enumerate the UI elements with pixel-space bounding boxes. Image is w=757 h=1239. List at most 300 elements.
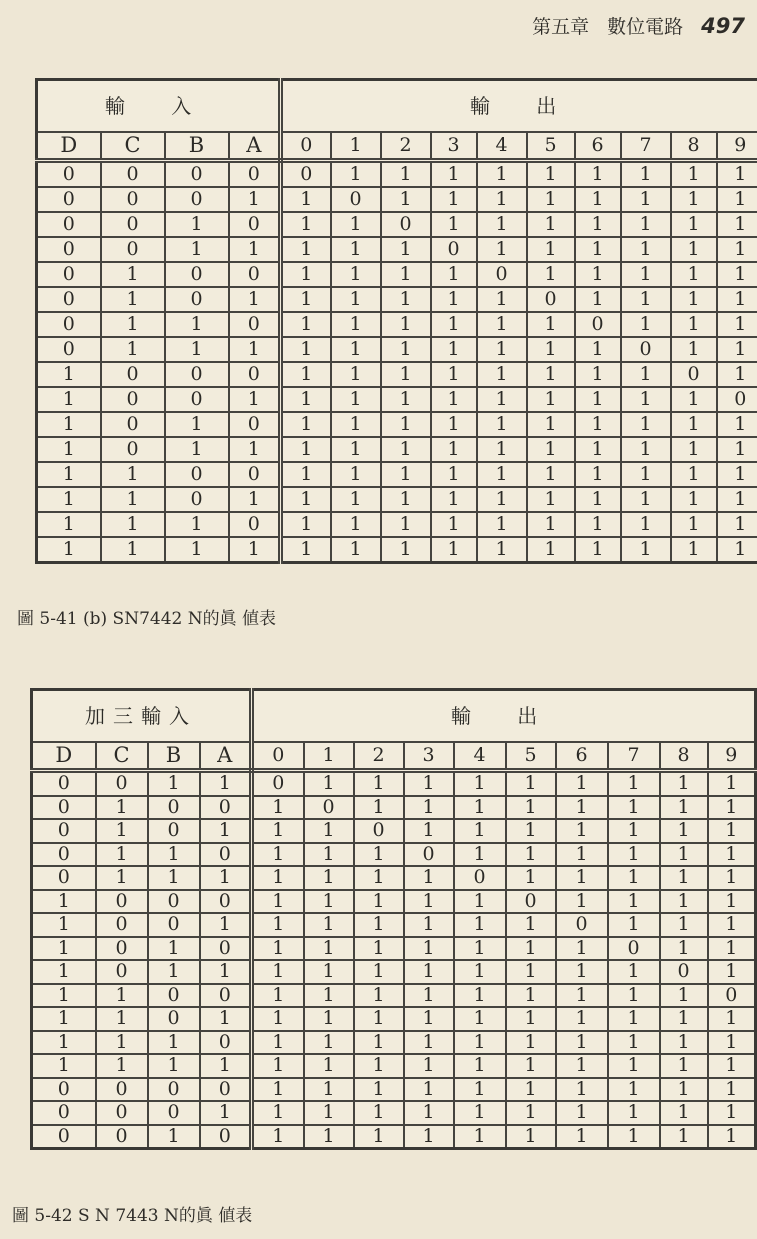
table-row (37, 337, 757, 362)
output-cell: 1 (556, 937, 608, 961)
input-cell: 0 (37, 287, 101, 312)
output-cell: 1 (506, 1031, 556, 1055)
output-cell: 1 (304, 843, 354, 867)
input-cell: 0 (200, 890, 252, 914)
output-cell: 1 (608, 819, 660, 843)
output-cell: 1 (608, 843, 660, 867)
output-cell: 1 (354, 960, 404, 984)
output-cell: 0 (354, 819, 404, 843)
input-cell: 1 (37, 437, 101, 462)
output-cell: 1 (575, 161, 621, 188)
output-cell: 1 (575, 462, 621, 487)
input-cell: 1 (101, 287, 165, 312)
output-cell: 1 (556, 796, 608, 820)
output-col-header-6: 6 (556, 742, 608, 771)
output-cell: 1 (660, 1101, 708, 1125)
output-cell: 1 (252, 1101, 304, 1125)
output-cell: 1 (477, 512, 527, 537)
output-cell: 1 (381, 237, 431, 262)
output-cell: 1 (671, 312, 717, 337)
output-col-header-9: 9 (708, 742, 756, 771)
output-cell: 0 (527, 287, 575, 312)
input-cell: 0 (229, 412, 281, 437)
input-cell: 0 (32, 1125, 96, 1149)
output-cell: 1 (556, 1078, 608, 1102)
output-cell: 1 (281, 512, 331, 537)
output-cell: 1 (252, 1031, 304, 1055)
input-cell: 1 (32, 890, 96, 914)
input-cell: 1 (101, 487, 165, 512)
output-cell: 1 (381, 387, 431, 412)
output-cell: 1 (717, 362, 757, 387)
input-cell: 1 (165, 237, 229, 262)
output-cell: 1 (556, 984, 608, 1008)
output-cell: 1 (431, 462, 477, 487)
table-row (37, 287, 757, 312)
output-cell: 1 (621, 412, 671, 437)
output-cell: 1 (717, 512, 757, 537)
output-cell: 1 (575, 187, 621, 212)
output-cell: 1 (506, 1125, 556, 1149)
output-cell: 1 (454, 1078, 506, 1102)
input-cell: 1 (101, 312, 165, 337)
input-cell: 1 (37, 487, 101, 512)
output-cell: 1 (404, 960, 454, 984)
output-cell: 1 (304, 1031, 354, 1055)
output-cell: 1 (660, 771, 708, 796)
page-number: 497 (701, 14, 745, 38)
table-row (37, 387, 757, 412)
input-cell: 1 (101, 537, 165, 563)
input-cell: 1 (148, 937, 200, 961)
output-cell: 0 (660, 960, 708, 984)
table-row (37, 362, 757, 387)
input-cell: 1 (96, 796, 148, 820)
output-cell: 1 (717, 487, 757, 512)
output-cell: 1 (404, 1101, 454, 1125)
input-cell: 1 (32, 1007, 96, 1031)
output-cell: 1 (431, 337, 477, 362)
output-cell: 1 (527, 187, 575, 212)
output-cell: 1 (381, 462, 431, 487)
output-cell: 1 (477, 287, 527, 312)
output-cell: 1 (252, 1007, 304, 1031)
output-cell: 1 (354, 937, 404, 961)
input-cell: 1 (229, 437, 281, 462)
output-cell: 1 (454, 984, 506, 1008)
output-cell: 1 (331, 437, 381, 462)
output-cell: 1 (527, 412, 575, 437)
output-group-header: 輸 出 (281, 80, 757, 133)
input-cell: 1 (148, 960, 200, 984)
output-cell: 1 (381, 362, 431, 387)
output-cell: 1 (331, 262, 381, 287)
output-cell: 1 (454, 1031, 506, 1055)
input-cell: 1 (229, 537, 281, 563)
output-cell: 1 (527, 237, 575, 262)
input-col-header-c: C (101, 132, 165, 161)
table-row (32, 984, 756, 1008)
output-cell: 1 (621, 287, 671, 312)
input-cell: 1 (165, 412, 229, 437)
input-cell: 0 (165, 161, 229, 188)
table-row (32, 937, 756, 961)
output-cell: 1 (556, 1007, 608, 1031)
output-cell: 1 (671, 412, 717, 437)
output-cell: 1 (331, 512, 381, 537)
output-cell: 1 (331, 387, 381, 412)
output-cell: 1 (708, 1054, 756, 1078)
input-cell: 1 (229, 237, 281, 262)
output-cell: 1 (621, 262, 671, 287)
output-col-header-6: 6 (575, 132, 621, 161)
table-row (32, 1125, 756, 1149)
input-cell: 0 (148, 913, 200, 937)
input-cell: 0 (96, 1101, 148, 1125)
output-cell: 1 (404, 1031, 454, 1055)
output-cell: 1 (281, 437, 331, 462)
output-cell: 1 (708, 866, 756, 890)
output-cell: 1 (431, 187, 477, 212)
table-row (32, 1101, 756, 1125)
input-cell: 1 (200, 1054, 252, 1078)
table-row (37, 512, 757, 537)
output-cell: 1 (281, 537, 331, 563)
output-cell: 1 (717, 337, 757, 362)
output-col-header-7: 7 (608, 742, 660, 771)
output-cell: 1 (708, 1007, 756, 1031)
output-cell: 1 (304, 1054, 354, 1078)
input-cell: 0 (165, 262, 229, 287)
output-cell: 1 (506, 1101, 556, 1125)
output-cell: 1 (506, 984, 556, 1008)
output-cell: 1 (506, 771, 556, 796)
output-cell: 1 (608, 771, 660, 796)
table-row (37, 462, 757, 487)
section-title: 數位電路 (607, 16, 684, 38)
table-row (37, 437, 757, 462)
output-cell: 1 (252, 984, 304, 1008)
output-cell: 1 (671, 237, 717, 262)
output-col-header-7: 7 (621, 132, 671, 161)
table-row (32, 771, 756, 796)
output-cell: 1 (454, 1101, 506, 1125)
output-cell: 1 (608, 796, 660, 820)
output-cell: 1 (717, 262, 757, 287)
input-cell: 0 (148, 1078, 200, 1102)
output-cell: 1 (621, 312, 671, 337)
output-cell: 1 (717, 212, 757, 237)
output-cell: 1 (575, 387, 621, 412)
input-cell: 0 (37, 337, 101, 362)
output-cell: 1 (708, 1031, 756, 1055)
output-col-header-4: 4 (454, 742, 506, 771)
output-col-header-9: 9 (717, 132, 757, 161)
output-cell: 1 (381, 287, 431, 312)
output-cell: 1 (621, 161, 671, 188)
output-cell: 0 (708, 984, 756, 1008)
output-cell: 0 (331, 187, 381, 212)
output-cell: 1 (477, 487, 527, 512)
input-cell: 0 (165, 287, 229, 312)
output-cell: 1 (381, 337, 431, 362)
output-cell: 1 (404, 1007, 454, 1031)
output-cell: 1 (304, 866, 354, 890)
output-cell: 1 (671, 462, 717, 487)
table-row (37, 187, 757, 212)
output-cell: 1 (281, 337, 331, 362)
output-cell: 1 (454, 1054, 506, 1078)
output-cell: 1 (506, 937, 556, 961)
output-cell: 1 (331, 537, 381, 563)
output-cell: 1 (708, 937, 756, 961)
output-cell: 1 (708, 1125, 756, 1149)
output-cell: 1 (671, 512, 717, 537)
output-col-header-5: 5 (527, 132, 575, 161)
sn7443-truth-table (30, 688, 757, 1150)
output-cell: 1 (354, 1101, 404, 1125)
input-cell: 1 (37, 512, 101, 537)
output-cell: 1 (608, 1007, 660, 1031)
output-cell: 1 (556, 890, 608, 914)
input-cell: 0 (101, 362, 165, 387)
input-cell: 0 (148, 796, 200, 820)
output-cell: 1 (404, 937, 454, 961)
output-cell: 1 (527, 537, 575, 563)
input-cell: 1 (200, 913, 252, 937)
output-cell: 1 (717, 161, 757, 188)
input-cell: 1 (37, 387, 101, 412)
output-cell: 1 (477, 412, 527, 437)
output-cell: 1 (621, 387, 671, 412)
output-cell: 1 (431, 262, 477, 287)
output-cell: 1 (575, 212, 621, 237)
output-cell: 1 (708, 1101, 756, 1125)
output-cell: 1 (252, 796, 304, 820)
output-cell: 1 (556, 819, 608, 843)
output-cell: 1 (506, 1007, 556, 1031)
input-cell: 1 (101, 262, 165, 287)
input-cell: 1 (229, 387, 281, 412)
input-cell: 1 (200, 771, 252, 796)
output-cell: 1 (575, 237, 621, 262)
output-cell: 1 (608, 1101, 660, 1125)
table-row (32, 866, 756, 890)
output-cell: 1 (660, 796, 708, 820)
output-cell: 1 (660, 1007, 708, 1031)
table-row (32, 1078, 756, 1102)
output-cell: 1 (556, 1125, 608, 1149)
output-cell: 1 (281, 362, 331, 387)
table-row (37, 312, 757, 337)
output-cell: 1 (556, 1101, 608, 1125)
input-cell: 0 (200, 1078, 252, 1102)
output-cell: 1 (304, 960, 354, 984)
output-cell: 0 (477, 262, 527, 287)
output-col-header-0: 0 (281, 132, 331, 161)
output-cell: 1 (527, 512, 575, 537)
output-cell: 1 (527, 487, 575, 512)
input-cell: 0 (165, 362, 229, 387)
output-cell: 1 (506, 1054, 556, 1078)
table-row (32, 796, 756, 820)
output-cell: 1 (556, 1054, 608, 1078)
input-cell: 1 (96, 1031, 148, 1055)
input-cell: 1 (37, 362, 101, 387)
input-cell: 0 (101, 161, 165, 188)
table-row (37, 212, 757, 237)
output-cell: 1 (660, 843, 708, 867)
table-body (32, 771, 756, 1149)
table-row (32, 843, 756, 867)
output-col-header-2: 2 (354, 742, 404, 771)
output-cell: 1 (354, 843, 404, 867)
output-cell: 1 (431, 537, 477, 563)
input-cell: 0 (165, 487, 229, 512)
output-cell: 1 (304, 1078, 354, 1102)
output-cell: 1 (454, 819, 506, 843)
output-cell: 1 (354, 796, 404, 820)
output-col-header-2: 2 (381, 132, 431, 161)
table-row (32, 1031, 756, 1055)
output-cell: 1 (671, 387, 717, 412)
input-cell: 0 (32, 771, 96, 796)
output-cell: 1 (354, 866, 404, 890)
input-cell: 1 (148, 1125, 200, 1149)
input-cell: 0 (37, 161, 101, 188)
output-cell: 1 (304, 1101, 354, 1125)
input-cell: 1 (148, 843, 200, 867)
input-cell: 1 (32, 1054, 96, 1078)
output-cell: 1 (671, 262, 717, 287)
table-row (32, 819, 756, 843)
output-cell: 1 (381, 161, 431, 188)
output-cell: 1 (527, 362, 575, 387)
output-cell: 1 (252, 1125, 304, 1149)
output-cell: 1 (354, 1054, 404, 1078)
output-cell: 1 (381, 537, 431, 563)
input-cell: 0 (32, 843, 96, 867)
running-head (532, 12, 745, 39)
output-cell: 1 (621, 187, 671, 212)
output-cell: 0 (281, 161, 331, 188)
input-cell: 0 (101, 412, 165, 437)
output-cell: 0 (252, 771, 304, 796)
output-cell: 1 (381, 262, 431, 287)
output-cell: 0 (304, 796, 354, 820)
input-cell: 0 (200, 1031, 252, 1055)
output-cell: 1 (527, 387, 575, 412)
output-cell: 1 (304, 1125, 354, 1149)
output-cell: 1 (621, 487, 671, 512)
output-cell: 1 (621, 362, 671, 387)
output-cell: 1 (608, 984, 660, 1008)
column-header-row (37, 132, 757, 161)
input-cell: 0 (96, 890, 148, 914)
output-cell: 0 (671, 362, 717, 387)
input-cell: 1 (165, 212, 229, 237)
input-cell: 0 (96, 960, 148, 984)
table-row (37, 412, 757, 437)
output-cell: 1 (331, 487, 381, 512)
output-cell: 1 (454, 937, 506, 961)
output-cell: 0 (575, 312, 621, 337)
output-cell: 1 (477, 212, 527, 237)
output-cell: 1 (431, 312, 477, 337)
output-cell: 1 (381, 412, 431, 437)
output-cell: 1 (608, 960, 660, 984)
output-cell: 1 (477, 312, 527, 337)
output-cell: 0 (431, 237, 477, 262)
output-group-header: 輸 出 (252, 690, 756, 743)
output-col-header-0: 0 (252, 742, 304, 771)
input-cell: 0 (96, 913, 148, 937)
table-row (37, 487, 757, 512)
output-cell: 1 (671, 212, 717, 237)
input-cell: 0 (32, 1101, 96, 1125)
output-cell: 1 (477, 337, 527, 362)
table-row (37, 262, 757, 287)
output-cell: 1 (621, 512, 671, 537)
output-cell: 1 (354, 771, 404, 796)
column-header-row (32, 742, 756, 771)
output-cell: 1 (660, 819, 708, 843)
output-cell: 0 (404, 843, 454, 867)
input-cell: 1 (37, 462, 101, 487)
output-cell: 1 (477, 362, 527, 387)
input-cell: 1 (101, 462, 165, 487)
output-cell: 1 (671, 337, 717, 362)
input-cell: 0 (37, 212, 101, 237)
output-cell: 1 (252, 866, 304, 890)
input-cell: 1 (32, 937, 96, 961)
input-cell: 0 (229, 462, 281, 487)
output-cell: 1 (506, 913, 556, 937)
input-col-header-d: D (32, 742, 96, 771)
output-cell: 1 (671, 161, 717, 188)
output-cell: 1 (575, 437, 621, 462)
output-cell: 1 (671, 437, 717, 462)
input-cell: 1 (148, 1031, 200, 1055)
output-cell: 1 (621, 212, 671, 237)
output-cell: 1 (575, 412, 621, 437)
output-cell: 1 (527, 212, 575, 237)
output-cell: 1 (527, 462, 575, 487)
input-cell: 1 (37, 537, 101, 563)
output-cell: 1 (477, 537, 527, 563)
output-cell: 1 (431, 362, 477, 387)
output-cell: 1 (281, 487, 331, 512)
input-cell: 1 (148, 1054, 200, 1078)
output-cell: 1 (252, 1054, 304, 1078)
output-cell: 1 (381, 437, 431, 462)
output-cell: 1 (252, 1078, 304, 1102)
output-col-header-5: 5 (506, 742, 556, 771)
input-cell: 0 (37, 187, 101, 212)
output-cell: 1 (708, 960, 756, 984)
input-cell: 1 (200, 866, 252, 890)
output-col-header-4: 4 (477, 132, 527, 161)
output-cell: 1 (304, 984, 354, 1008)
input-cell: 1 (200, 1101, 252, 1125)
output-cell: 1 (527, 337, 575, 362)
output-cell: 1 (454, 1007, 506, 1031)
output-col-header-3: 3 (404, 742, 454, 771)
output-cell: 1 (575, 362, 621, 387)
input-cell: 1 (32, 913, 96, 937)
output-cell: 1 (660, 984, 708, 1008)
output-cell: 1 (304, 819, 354, 843)
